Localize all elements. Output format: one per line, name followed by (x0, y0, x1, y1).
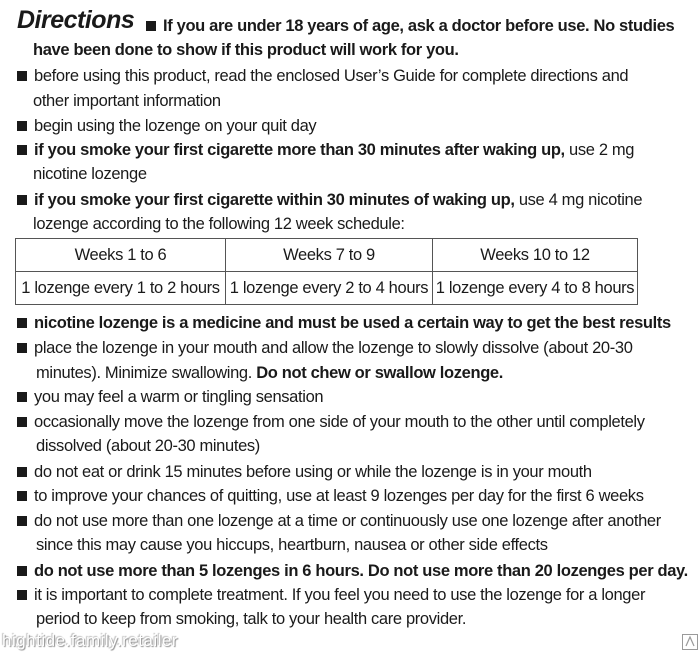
place-lozenge-line: place the lozenge in your mouth and allow the lozenge to slowly dissolve (about 20-30 (17, 338, 633, 358)
bullet-icon (17, 590, 27, 600)
under-18-line-cont: have been done to show if this product will work for you. (33, 41, 459, 59)
max-lozenges-line: do not use more than 5 lozenges in 6 hours. Do not use more than 20 lozenges per day. (17, 561, 688, 581)
bullet-icon (17, 491, 27, 501)
corner-mark-icon (682, 634, 698, 650)
bullet-icon (17, 318, 27, 328)
table-cell: 1 lozenge every 2 to 4 hours (226, 272, 433, 305)
bullet-icon (17, 121, 27, 131)
table-cell: 1 lozenge every 4 to 8 hours (433, 272, 638, 305)
bullet-icon (17, 417, 27, 427)
users-guide-line: before using this product, read the enclosed User’s Guide for complete directions and (17, 66, 628, 86)
bullet-icon (146, 21, 156, 31)
bullet-icon (17, 343, 27, 353)
watermark-text: hightide.family.retailer (2, 631, 179, 650)
within-30-line: if you smoke your first cigarette within 30 minutes of waking up, use 4 mg nicotine (17, 190, 642, 210)
quit-day-line: begin using the lozenge on your quit day (17, 116, 316, 136)
bullet-icon (17, 71, 27, 81)
table-header-cell: Weeks 1 to 6 (16, 239, 226, 272)
bullet-icon (17, 566, 27, 576)
table-row (16, 272, 638, 305)
more-than-30-line: if you smoke your first cigarette more than 30 minutes after waking up, use 2 mg (17, 140, 634, 160)
one-at-a-time-line: do not use more than one lozenge at a time or continuously use one lozenge after another (17, 511, 661, 531)
directions-heading: Directions (17, 6, 135, 34)
within-30-line-cont: lozenge according to the following 12 week schedule: (33, 215, 405, 233)
place-lozenge-line-cont: minutes). Minimize swallowing. Do not chew or swallow lozenge. (36, 364, 503, 382)
bullet-icon (17, 195, 27, 205)
complete-treatment-line: it is important to complete treatment. If you feel you need to use the lozenge for a longer (17, 585, 645, 605)
table-header-cell: Weeks 10 to 12 (433, 239, 638, 272)
table-header-row (16, 239, 638, 272)
warm-sensation-line: you may feel a warm or tingling sensation (17, 387, 323, 407)
bullet-icon (17, 467, 27, 477)
bullet-icon (17, 516, 27, 526)
move-lozenge-line-cont: dissolved (about 20-30 minutes) (36, 437, 260, 455)
move-lozenge-line: occasionally move the lozenge from one side of your mouth to the other until completely (17, 412, 645, 432)
complete-treatment-line-cont: period to keep from smoking, talk to your health care provider. (36, 610, 467, 628)
table-header-cell: Weeks 7 to 9 (226, 239, 433, 272)
one-at-a-time-line-cont: since this may cause you hiccups, heartburn, nausea or other side effects (36, 536, 548, 554)
eat-drink-line: do not eat or drink 15 minutes before using or while the lozenge is in your mouth (17, 462, 592, 482)
medicine-line: nicotine lozenge is a medicine and must be used a certain way to get the best results (17, 313, 671, 333)
improve-chances-line: to improve your chances of quitting, use at least 9 lozenges per day for the first 6 weeks (17, 486, 644, 506)
table-cell: 1 lozenge every 1 to 2 hours (16, 272, 226, 305)
dosing-schedule-table (15, 238, 638, 305)
bullet-icon (17, 145, 27, 155)
more-than-30-line-cont: nicotine lozenge (33, 165, 147, 183)
users-guide-line-cont: other important information (33, 92, 221, 110)
under-18-line: If you are under 18 years of age, ask a doctor before use. No studies (146, 16, 674, 36)
bullet-icon (17, 392, 27, 402)
